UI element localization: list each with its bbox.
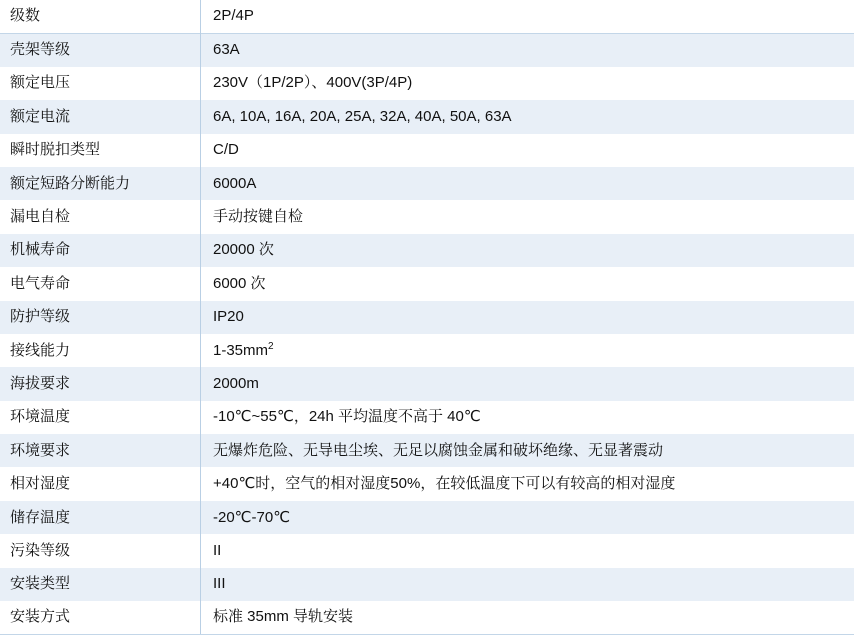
- row-label: 安装类型: [0, 568, 201, 601]
- row-value-text: 1-35mm: [213, 342, 268, 359]
- table-row: [0, 501, 854, 534]
- row-value: II: [201, 534, 854, 567]
- table-row: [0, 601, 854, 634]
- row-label: 额定电压: [0, 67, 201, 100]
- table-row: [0, 401, 854, 434]
- table-row: [0, 234, 854, 267]
- row-value: 无爆炸危险、无导电尘埃、无足以腐蚀金属和破坏绝缘、无显著震动: [201, 434, 854, 467]
- table-row: [0, 100, 854, 133]
- row-label: 额定短路分断能力: [0, 167, 201, 200]
- row-value: 6000A: [201, 167, 854, 200]
- row-value: IP20: [201, 301, 854, 334]
- row-label: 瞬时脱扣类型: [0, 134, 201, 167]
- row-label: 防护等级: [0, 301, 201, 334]
- row-value: 标准 35mm 导轨安装: [201, 601, 854, 634]
- row-label: 接线能力: [0, 334, 201, 367]
- row-value: +40℃时，空气的相对湿度50%，在较低温度下可以有较高的相对湿度: [201, 467, 854, 500]
- row-value: 20000 次: [201, 234, 854, 267]
- row-value: C/D: [201, 134, 854, 167]
- table-row: [0, 568, 854, 601]
- row-value: [201, 334, 854, 367]
- row-value: 6A, 10A, 16A, 20A, 25A, 32A, 40A, 50A, 63A: [201, 100, 854, 133]
- table-row: [0, 200, 854, 233]
- row-value: 230V（1P/2P）、400V(3P/4P): [201, 67, 854, 100]
- row-label: 安装方式: [0, 601, 201, 634]
- row-label: 污染等级: [0, 534, 201, 567]
- row-value: 2P/4P: [201, 0, 854, 33]
- row-label: 环境要求: [0, 434, 201, 467]
- table-row: [0, 467, 854, 500]
- row-label: 电气寿命: [0, 267, 201, 300]
- table-row: [0, 67, 854, 100]
- table-row: [0, 334, 854, 367]
- row-value: 63A: [201, 33, 854, 66]
- table-row: [0, 134, 854, 167]
- table-row: [0, 301, 854, 334]
- row-label: 储存温度: [0, 501, 201, 534]
- row-value: 6000 次: [201, 267, 854, 300]
- row-value: 2000m: [201, 367, 854, 400]
- table-row: [0, 33, 854, 66]
- row-label: 海拔要求: [0, 367, 201, 400]
- table-row: [0, 534, 854, 567]
- row-label: 漏电自检: [0, 200, 201, 233]
- row-label: 环境温度: [0, 401, 201, 434]
- row-value-superscript: 2: [268, 341, 274, 352]
- table-row: [0, 0, 854, 33]
- row-value: III: [201, 568, 854, 601]
- row-value: -10℃~55℃，24h 平均温度不高于 40℃: [201, 401, 854, 434]
- row-label: 机械寿命: [0, 234, 201, 267]
- row-value: 手动按键自检: [201, 200, 854, 233]
- row-label: 额定电流: [0, 100, 201, 133]
- table-row: [0, 167, 854, 200]
- row-label: 级数: [0, 0, 201, 33]
- row-label: 壳架等级: [0, 33, 201, 66]
- row-value: -20℃-70℃: [201, 501, 854, 534]
- table-row: [0, 267, 854, 300]
- table-row: [0, 367, 854, 400]
- table-row: [0, 434, 854, 467]
- row-label: 相对湿度: [0, 467, 201, 500]
